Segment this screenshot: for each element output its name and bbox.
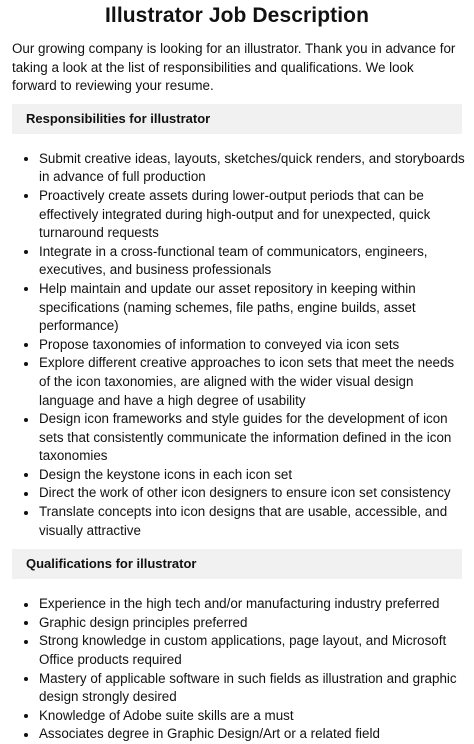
list-item-text: Integrate in a cross-functional team of communicators, engineers, executives, and business professionals bbox=[39, 243, 428, 278]
list-item bbox=[12, 614, 465, 633]
list-item bbox=[12, 336, 465, 355]
bullet-icon bbox=[24, 640, 28, 644]
list-item bbox=[12, 354, 465, 410]
bullet-icon bbox=[24, 621, 28, 625]
bullet-icon bbox=[24, 473, 28, 477]
list-item bbox=[12, 466, 465, 485]
list-item bbox=[12, 707, 465, 726]
bullet-icon bbox=[24, 603, 28, 607]
list-item bbox=[12, 410, 465, 466]
list-item bbox=[12, 725, 465, 744]
list-item-text: Design the keystone icons in each icon set bbox=[39, 466, 293, 482]
list-item-text: Graphic design principles preferred bbox=[39, 614, 248, 630]
bullet-icon bbox=[24, 418, 28, 422]
list-item-text: Explore different creative approaches to icon sets that meet the needs of the icon taxonomies, are aligned with the wider visual design language and have a high degree of usability bbox=[39, 355, 455, 408]
list-item bbox=[12, 503, 465, 540]
list-item bbox=[12, 187, 465, 243]
list-item-text: Mastery of applicable software in such fields as illustration and graphic design strongly desired bbox=[39, 670, 457, 705]
responsibilities-header: Responsibilities for illustrator bbox=[12, 104, 462, 134]
list-item bbox=[12, 280, 465, 336]
bullet-icon bbox=[24, 287, 28, 291]
bullet-icon bbox=[24, 511, 28, 515]
list-item-text: Knowledge of Adobe suite skills are a must bbox=[39, 707, 294, 723]
list-item-text: Associates degree in Graphic Design/Art or a related field bbox=[39, 726, 380, 742]
list-item-text: Experience in the high tech and/or manufacturing industry preferred bbox=[39, 596, 440, 612]
bullet-icon bbox=[24, 250, 28, 254]
list-item-text: Propose taxonomies of information to conveyed via icon sets bbox=[39, 336, 400, 352]
list-item bbox=[12, 632, 465, 669]
list-item-text: Translate concepts into icon designs that are usable, accessible, and visually attractive bbox=[39, 504, 448, 538]
list-item bbox=[12, 484, 465, 503]
list-item-text: Strong knowledge in custom applications, page layout, and Microsoft Office products required bbox=[39, 633, 447, 668]
responsibilities-list bbox=[12, 150, 465, 540]
list-item-text: Design icon frameworks and style guides for the development of icon sets that consistently communicate the information defined in the icon taxonomies bbox=[39, 411, 452, 464]
bullet-icon bbox=[24, 362, 28, 366]
list-item bbox=[12, 150, 465, 187]
bullet-icon bbox=[24, 492, 28, 496]
intro-paragraph: Our growing company is looking for an illustrator. Thank you in advance for taking a look at the list of responsibilities and qualifications. We look forward to reviewing your resume. bbox=[12, 41, 456, 94]
qualifications-list bbox=[12, 595, 462, 744]
bullet-icon bbox=[24, 157, 28, 161]
bullet-icon bbox=[24, 343, 28, 347]
bullet-icon bbox=[24, 733, 28, 737]
list-item-text: Proactively create assets during lower-output periods that can be effectively integrated during high-output and for unexpected, quick turnaround requests bbox=[39, 187, 431, 241]
page-title: Illustrator Job Description bbox=[104, 4, 370, 27]
list-item bbox=[12, 595, 465, 614]
bullet-icon bbox=[24, 194, 28, 198]
list-item bbox=[12, 670, 465, 707]
qualifications-header: Qualifications for illustrator bbox=[12, 549, 462, 579]
list-item-text: Submit creative ideas, layouts, sketches/quick renders, and storyboards in advance of full production bbox=[39, 150, 465, 185]
bullet-icon bbox=[24, 677, 28, 681]
list-item bbox=[12, 243, 465, 280]
list-item-text: Help maintain and update our asset repository in keeping within specifications (naming schemes, file paths, engine builds, asset performance) bbox=[39, 280, 416, 334]
list-item-text: Direct the work of other icon designers to ensure icon set consistency bbox=[39, 485, 451, 501]
bullet-icon bbox=[24, 714, 28, 718]
